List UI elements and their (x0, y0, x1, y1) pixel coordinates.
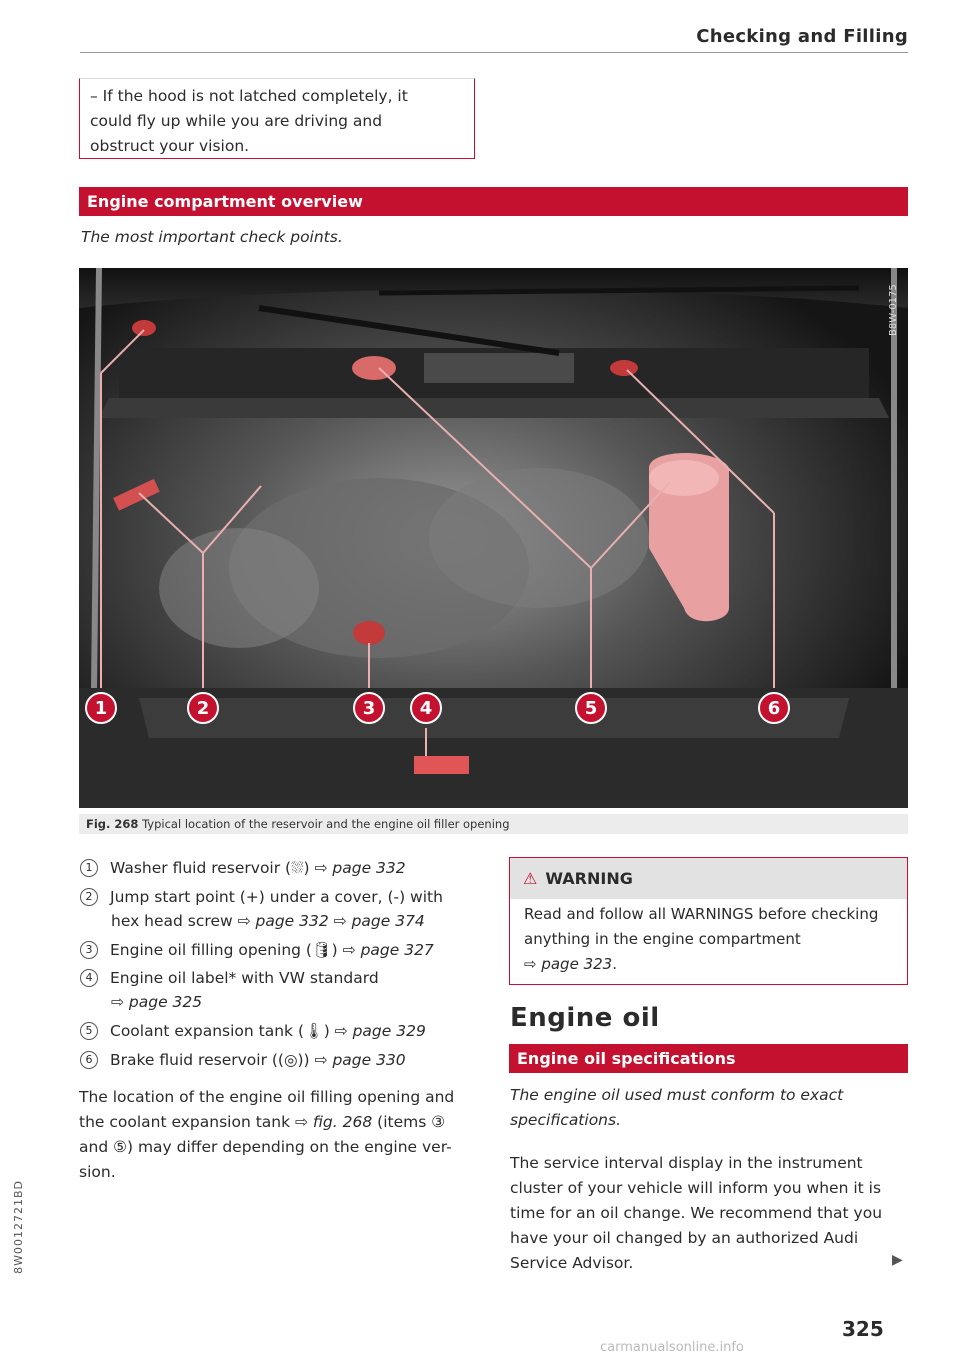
engine-compartment-figure (79, 268, 908, 808)
page-link[interactable]: page 332 ⇨ page 374 (255, 912, 425, 930)
caption-label: Fig. 268 (86, 817, 139, 831)
location-paragraph: The location of the engine oil filling opening and the coolant expansion tank ⇨ fig. 268 (items ③ and ⑤) may differ depending on the engine ver- sion. (79, 1088, 455, 1181)
item-number: 1 (80, 859, 98, 877)
item-number: 3 (80, 941, 98, 959)
warning-triangle-icon: ⚠ (523, 869, 538, 888)
page-link[interactable]: page 329 (352, 1022, 426, 1040)
oil-spec-title-bar: Engine oil specifications (509, 1044, 908, 1073)
watermark: carmanualsonline.info (600, 1340, 744, 1355)
list-item: 1 Washer fluid reservoir (⛆) ⇨ page 332 (80, 856, 475, 880)
callout-3-label: 3 (362, 698, 376, 719)
hood-warning-text: – If the hood is not latched completely, it could fly up while you are driving and obstruct your vision. (90, 87, 408, 155)
engine-photo (79, 268, 908, 808)
coolant-icon: 🌡 (304, 1022, 324, 1040)
section-title-bar: Engine compartment overview (79, 187, 908, 216)
callout-5-label: 5 (584, 698, 598, 719)
figure-caption (79, 814, 908, 834)
running-header: Checking and Filling (696, 26, 908, 47)
page-link[interactable]: page 330 (332, 1051, 406, 1069)
caption-text: Typical location of the reservoir and the engine oil filler opening (142, 817, 510, 831)
continue-arrow-icon: ▶ (892, 1252, 903, 1268)
document-code: 8W0012721BD (12, 1180, 25, 1274)
page-link[interactable]: ⇨ page 323 (524, 955, 613, 973)
page-number: 325 (842, 1317, 884, 1341)
list-item: 3 Engine oil filling opening (🛢) ⇨ page 327 (80, 938, 475, 962)
list-item: 2 Jump start point (+) under a cover, (-) with hex head screw ⇨ page 332 ⇨ page 374 (80, 885, 475, 933)
page-link[interactable]: page 332 (332, 859, 406, 877)
callout-1-label: 1 (94, 698, 108, 719)
brake-icon: (◎) (277, 1051, 304, 1069)
warning-box (509, 857, 908, 985)
item-number: 6 (80, 1051, 98, 1069)
engine-oil-heading: Engine oil (510, 1003, 660, 1033)
section-intro: The most important check points. (81, 228, 343, 246)
warning-header (510, 858, 907, 899)
callout-2-label: 2 (196, 698, 210, 719)
callout-6-label: 6 (767, 698, 781, 719)
warning-body: Read and follow all WARNINGS before checking anything in the engine compartment ⇨ page 323. (524, 905, 879, 973)
oil-spec-intro: The engine oil used must conform to exact specifications. (510, 1086, 844, 1129)
list-item: 6 Brake fluid reservoir ((◎)) ⇨ page 330 (80, 1048, 475, 1072)
oil-spec-body: The service interval display in the instrument cluster of your vehicle will inform you when it is time for an oil change. We recommend that you have your oil changed by an authorized Audi Service Advisor. (510, 1154, 883, 1272)
list-item: 4 Engine oil label* with VW standard ⇨ page 325 (80, 966, 475, 1014)
page-link[interactable]: page 327 (360, 941, 434, 959)
figure-code: B8W-0175 (888, 284, 899, 336)
item-number: 5 (80, 1022, 98, 1040)
list-item: 5 Coolant expansion tank (🌡) ⇨ page 329 (80, 1019, 475, 1043)
callout-4-label: 4 (419, 698, 433, 719)
header-divider (80, 52, 908, 53)
item-number: 4 (80, 969, 98, 987)
washer-icon: ⛆ (291, 859, 304, 877)
item-number: 2 (80, 888, 98, 906)
oil-can-icon: 🛢 (311, 941, 332, 959)
figure-link[interactable]: fig. 268 (312, 1113, 373, 1131)
page-link[interactable]: ⇨ page 325 (111, 993, 203, 1011)
warning-title: WARNING (545, 869, 633, 888)
hood-warning-box (79, 78, 475, 159)
